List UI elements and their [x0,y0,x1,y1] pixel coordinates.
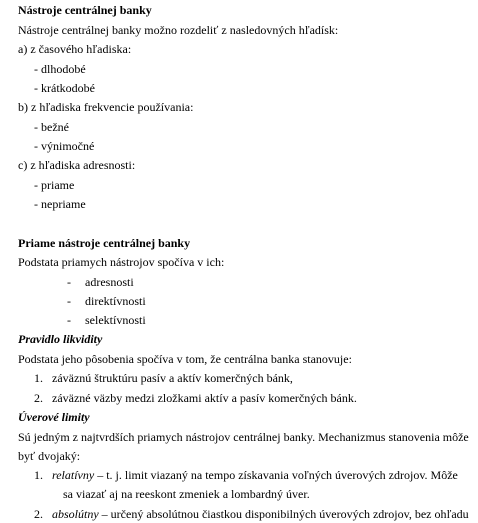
list-item: záväzné väzby medzi zložkami aktív a pasív komerčných bánk. [52,391,357,405]
list-item [52,468,458,482]
list-item-dash: - [67,313,71,327]
list-item: - výnimočné [34,139,95,153]
section-heading-direct-instruments: Priame nástroje centrálnej banky [18,236,191,250]
list-number: 2. [34,391,43,405]
list-item: záväznú štruktúru pasív a aktív komerčných bánk, [52,371,293,385]
list-item: - bežné [34,120,69,134]
list-item: - krátkodobé [34,81,95,95]
term: relatívny [52,468,95,482]
paragraph: byť dvojaký: [18,449,81,463]
list-number: 1. [34,371,43,385]
list-item-dash: - [67,275,71,289]
group-label: b) z hľadiska frekvencie používania: [18,100,194,114]
list-item: - priame [34,178,75,192]
list-item: selektívnosti [85,313,146,327]
list-item: direktívnosti [85,294,146,308]
list-item: - nepriame [34,197,86,211]
subheading-credit-limits: Úverové limity [18,410,90,424]
paragraph: Podstata jeho pôsobenia spočíva v tom, že centrálna banka stanovuje: [18,352,352,366]
list-number: 2. [34,507,43,521]
section-heading-instruments: Nástroje centrálnej banky [18,3,152,17]
section-intro: Nástroje centrálnej banky možno rozdeliť z nasledovných hľadísk: [18,23,339,37]
paragraph: Sú jedným z najtvrdších priamych nástrojov centrálnej banky. Mechanizmus stanovenia môže [18,430,469,444]
list-item [52,507,469,521]
list-item: - dlhodobé [34,62,86,76]
term-description: – t. j. limit viazaný na tempo získavania voľných úverových zdrojov. Môže [94,468,458,482]
section-intro: Podstata priamych nástrojov spočíva v ich: [18,255,225,269]
term-description: – určený absolútnou čiastkou disponibilných úverových zdrojov, bez ohľadu [98,507,469,521]
list-number: 1. [34,468,43,482]
subheading-liquidity-rule: Pravidlo likvidity [18,332,103,346]
term: absolútny [52,507,99,521]
list-item: adresnosti [85,275,134,289]
group-label: a) z časového hľadiska: [18,42,132,56]
list-item-continuation: sa viazať aj na reeskont zmeniek a lombardný úver. [63,487,310,501]
group-label: c) z hľadiska adresnosti: [18,158,136,172]
list-item-dash: - [67,294,71,308]
